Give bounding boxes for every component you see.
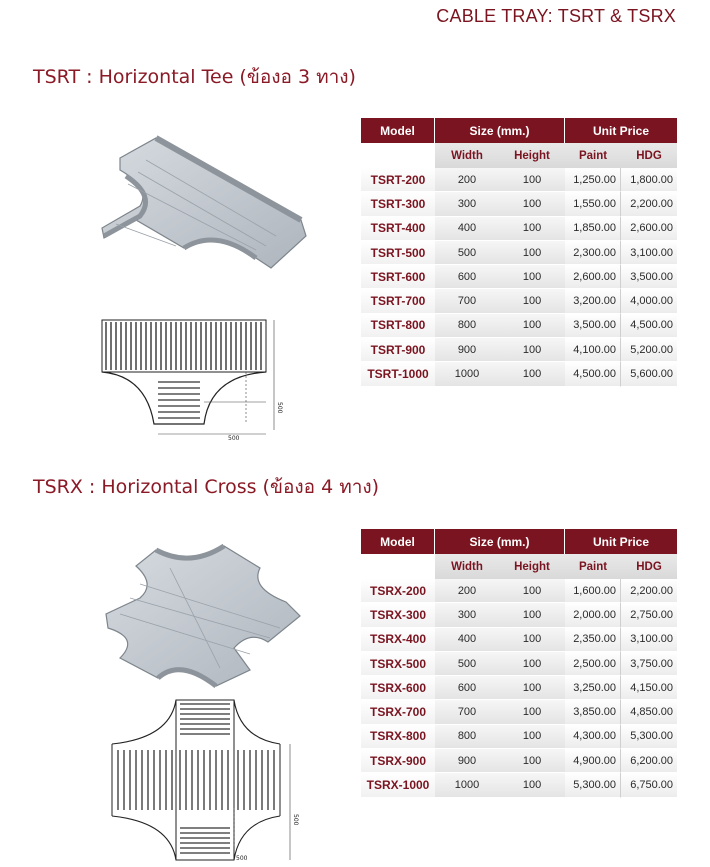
height-cell: 100 bbox=[499, 579, 565, 603]
hdg-cell: 4,500.00 bbox=[621, 314, 677, 338]
table-row bbox=[361, 168, 677, 192]
hdg-cell: 1,800.00 bbox=[621, 168, 677, 192]
model-cell: TSRX-600 bbox=[361, 676, 435, 700]
tsrt-drawing-dim-horizontal: 500 bbox=[228, 435, 240, 442]
tsrx-price-table bbox=[361, 529, 677, 798]
hdg-cell: 4,150.00 bbox=[621, 676, 677, 700]
table-row bbox=[361, 725, 677, 749]
height-cell: 100 bbox=[499, 192, 565, 216]
paint-cell: 1,850.00 bbox=[565, 217, 621, 241]
model-header: Model bbox=[361, 118, 435, 143]
table-row bbox=[361, 628, 677, 652]
width-cell: 1000 bbox=[435, 773, 499, 797]
hdg-cell: 5,600.00 bbox=[621, 362, 677, 386]
height-header: Height bbox=[499, 143, 565, 168]
model-cell: TSRT-800 bbox=[361, 314, 435, 338]
width-header: Width bbox=[435, 554, 499, 579]
table-row bbox=[361, 749, 677, 773]
width-cell: 600 bbox=[435, 265, 499, 289]
width-cell: 200 bbox=[435, 168, 499, 192]
tsrt-section-title: TSRT : Horizontal Tee (ข้องอ 3 ทาง) bbox=[33, 66, 356, 88]
model-cell: TSRT-700 bbox=[361, 289, 435, 313]
hdg-cell: 6,200.00 bbox=[621, 749, 677, 773]
page-header-title: CABLE TRAY: TSRT & TSRX bbox=[436, 6, 676, 26]
paint-cell: 1,600.00 bbox=[565, 579, 621, 603]
table-row bbox=[361, 289, 677, 313]
model-cell: TSRT-400 bbox=[361, 217, 435, 241]
model-cell: TSRX-300 bbox=[361, 603, 435, 627]
tsrx-section-title: TSRX : Horizontal Cross (ข้องอ 4 ทาง) bbox=[33, 476, 380, 498]
width-cell: 500 bbox=[435, 652, 499, 676]
paint-cell: 2,000.00 bbox=[565, 603, 621, 627]
model-cell: TSRT-1000 bbox=[361, 362, 435, 386]
tsrt-plan-drawing bbox=[96, 314, 296, 442]
height-cell: 100 bbox=[499, 217, 565, 241]
model-cell: TSRX-800 bbox=[361, 725, 435, 749]
model-cell: TSRT-600 bbox=[361, 265, 435, 289]
width-cell: 300 bbox=[435, 192, 499, 216]
height-cell: 100 bbox=[499, 700, 565, 724]
model-header: Model bbox=[361, 529, 435, 554]
model-cell: TSRT-200 bbox=[361, 168, 435, 192]
height-cell: 100 bbox=[499, 725, 565, 749]
hdg-cell: 4,000.00 bbox=[621, 289, 677, 313]
table-row bbox=[361, 192, 677, 216]
width-cell: 800 bbox=[435, 725, 499, 749]
paint-cell: 4,500.00 bbox=[565, 362, 621, 386]
size-header: Size (mm.) bbox=[435, 118, 565, 143]
model-cell: TSRT-500 bbox=[361, 241, 435, 265]
hdg-cell: 3,500.00 bbox=[621, 265, 677, 289]
height-cell: 100 bbox=[499, 676, 565, 700]
table-row bbox=[361, 652, 677, 676]
paint-header: Paint bbox=[565, 554, 621, 579]
width-cell: 200 bbox=[435, 579, 499, 603]
width-header: Width bbox=[435, 143, 499, 168]
hdg-cell: 2,750.00 bbox=[621, 603, 677, 627]
width-cell: 700 bbox=[435, 289, 499, 313]
paint-cell: 2,350.00 bbox=[565, 628, 621, 652]
width-cell: 600 bbox=[435, 676, 499, 700]
tsrt-price-table bbox=[361, 118, 677, 387]
height-cell: 100 bbox=[499, 362, 565, 386]
width-cell: 1000 bbox=[435, 362, 499, 386]
paint-cell: 2,300.00 bbox=[565, 241, 621, 265]
hdg-cell: 3,750.00 bbox=[621, 652, 677, 676]
tsrx-plan-drawing bbox=[110, 698, 306, 862]
height-cell: 100 bbox=[499, 168, 565, 192]
table-row bbox=[361, 603, 677, 627]
model-cell: TSRT-900 bbox=[361, 338, 435, 362]
paint-cell: 2,600.00 bbox=[565, 265, 621, 289]
height-cell: 100 bbox=[499, 265, 565, 289]
model-cell: TSRX-1000 bbox=[361, 773, 435, 797]
hdg-cell: 2,200.00 bbox=[621, 579, 677, 603]
table-row bbox=[361, 773, 677, 797]
table-row bbox=[361, 338, 677, 362]
height-cell: 100 bbox=[499, 314, 565, 338]
hdg-cell: 2,600.00 bbox=[621, 217, 677, 241]
height-cell: 100 bbox=[499, 749, 565, 773]
width-cell: 900 bbox=[435, 749, 499, 773]
width-cell: 900 bbox=[435, 338, 499, 362]
model-cell: TSRX-700 bbox=[361, 700, 435, 724]
height-cell: 100 bbox=[499, 603, 565, 627]
height-cell: 100 bbox=[499, 289, 565, 313]
model-cell: TSRX-900 bbox=[361, 749, 435, 773]
size-header: Size (mm.) bbox=[435, 529, 565, 554]
tsrx-drawing-dim-vertical: 500 bbox=[292, 814, 299, 826]
width-cell: 800 bbox=[435, 314, 499, 338]
table-row bbox=[361, 314, 677, 338]
paint-cell: 4,900.00 bbox=[565, 749, 621, 773]
tsrt-drawing-dim-vertical: 500 bbox=[276, 402, 283, 414]
height-cell: 100 bbox=[499, 628, 565, 652]
table-row bbox=[361, 579, 677, 603]
paint-cell: 3,250.00 bbox=[565, 676, 621, 700]
unit-price-header: Unit Price bbox=[565, 529, 677, 554]
hdg-header: HDG bbox=[621, 554, 677, 579]
hdg-cell: 6,750.00 bbox=[621, 773, 677, 797]
width-cell: 500 bbox=[435, 241, 499, 265]
tsrx-drawing-dim-horizontal: 500 bbox=[236, 855, 248, 862]
paint-cell: 4,300.00 bbox=[565, 725, 621, 749]
table-row bbox=[361, 676, 677, 700]
table-row bbox=[361, 241, 677, 265]
table-row bbox=[361, 265, 677, 289]
hdg-cell: 3,100.00 bbox=[621, 241, 677, 265]
paint-cell: 5,300.00 bbox=[565, 773, 621, 797]
model-cell: TSRX-400 bbox=[361, 628, 435, 652]
paint-cell: 4,100.00 bbox=[565, 338, 621, 362]
height-cell: 100 bbox=[499, 241, 565, 265]
unit-price-header: Unit Price bbox=[565, 118, 677, 143]
width-cell: 300 bbox=[435, 603, 499, 627]
hdg-cell: 3,100.00 bbox=[621, 628, 677, 652]
hdg-header: HDG bbox=[621, 143, 677, 168]
tsrx-product-image bbox=[100, 538, 310, 688]
hdg-cell: 5,300.00 bbox=[621, 725, 677, 749]
height-header: Height bbox=[499, 554, 565, 579]
paint-cell: 2,500.00 bbox=[565, 652, 621, 676]
model-cell: TSRT-300 bbox=[361, 192, 435, 216]
model-cell: TSRX-200 bbox=[361, 579, 435, 603]
hdg-cell: 2,200.00 bbox=[621, 192, 677, 216]
hdg-cell: 4,850.00 bbox=[621, 700, 677, 724]
paint-cell: 3,850.00 bbox=[565, 700, 621, 724]
hdg-cell: 5,200.00 bbox=[621, 338, 677, 362]
paint-cell: 3,200.00 bbox=[565, 289, 621, 313]
table-row bbox=[361, 700, 677, 724]
table-row bbox=[361, 362, 677, 386]
height-cell: 100 bbox=[499, 338, 565, 362]
width-cell: 400 bbox=[435, 217, 499, 241]
model-cell: TSRX-500 bbox=[361, 652, 435, 676]
paint-cell: 1,550.00 bbox=[565, 192, 621, 216]
tsrt-product-image bbox=[96, 128, 318, 278]
paint-cell: 1,250.00 bbox=[565, 168, 621, 192]
width-cell: 700 bbox=[435, 700, 499, 724]
paint-cell: 3,500.00 bbox=[565, 314, 621, 338]
height-cell: 100 bbox=[499, 773, 565, 797]
width-cell: 400 bbox=[435, 628, 499, 652]
height-cell: 100 bbox=[499, 652, 565, 676]
paint-header: Paint bbox=[565, 143, 621, 168]
table-row bbox=[361, 217, 677, 241]
